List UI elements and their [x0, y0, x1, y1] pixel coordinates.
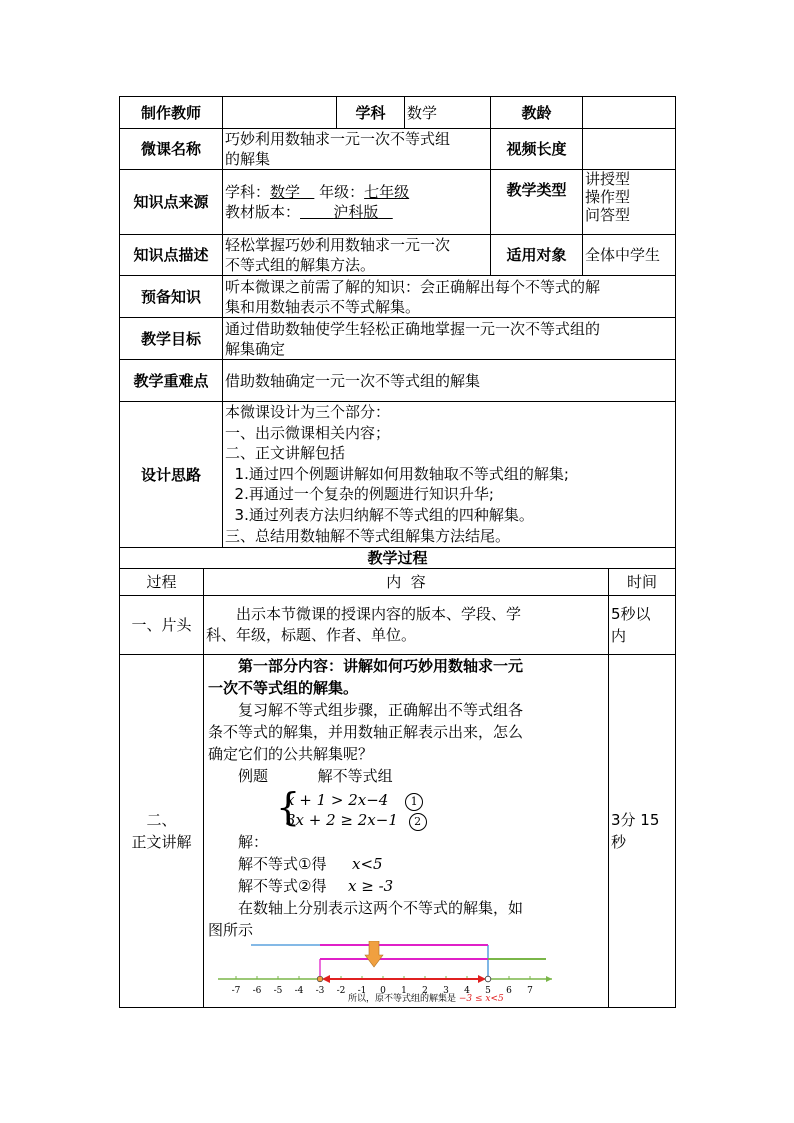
col-process-header: 过程 — [120, 569, 204, 596]
tick-label: -5 — [273, 986, 283, 993]
brace: { — [276, 785, 301, 829]
tick-label: 3 — [443, 986, 449, 993]
axis-arrowhead — [546, 976, 552, 982]
inequality-system — [276, 785, 604, 831]
conclusion-value: −3 ≤ x<5 — [458, 994, 504, 1004]
source-edition-prefix: 教材版本： — [225, 203, 301, 221]
lesson-name-label: 微课名称 — [120, 129, 223, 170]
process-title: 教学过程 — [120, 548, 676, 569]
teach-type-1: 讲授型 — [585, 170, 631, 188]
teach-type-value — [583, 170, 676, 235]
info-table — [119, 96, 676, 548]
desc-value: 轻松掌握巧妙利用数轴求一元一次 不等式组的解集方法。 — [223, 235, 491, 276]
tick-label: -4 — [294, 986, 304, 993]
prereq-value: 听本微课之前需了解的知识：会正确解出每个不等式的解 集和用数轴表示不等式解集。 — [223, 276, 676, 318]
subject-label: 学科 — [337, 97, 405, 129]
row2-time: 3分 15 秒 — [609, 655, 676, 1008]
teacher-value — [223, 97, 337, 129]
col-time-header: 时间 — [609, 569, 676, 596]
arrow-right-head — [478, 975, 486, 983]
audience-label: 适用对象 — [491, 235, 583, 276]
row2-heading-line1: 第一部分内容：讲解如何巧妙用数轴求一元 — [238, 657, 524, 675]
tick-label: -6 — [252, 986, 262, 993]
teach-type-label: 教学类型 — [491, 170, 583, 235]
example-label: 例题 — [238, 767, 269, 785]
tick-label: -1 — [357, 986, 367, 993]
subject-value: 数学 — [405, 97, 491, 129]
solution-2: 解不等式②得 x ≥ -3 — [238, 877, 394, 895]
tick-label: -7 — [231, 986, 241, 993]
row1-name: 一、片头 — [120, 596, 204, 655]
solution-1: 解不等式①得 x<5 — [238, 855, 383, 873]
inequality-2: 3x + 2 ≥ 2x−1 — [286, 811, 398, 829]
conclusion: 所以，原不等式组的解集是 −3 ≤ x<5 — [348, 994, 504, 1004]
teacher-label: 制作教师 — [120, 97, 223, 129]
teach-type-2: 操作型 — [585, 188, 631, 206]
arrow-left-head — [322, 975, 330, 983]
endpoint-minus3 — [317, 976, 323, 982]
col-content-header: 内 容 — [204, 569, 609, 596]
key-label: 教学重难点 — [120, 360, 223, 402]
source-subject: 数学 — [270, 183, 301, 201]
goal-label: 教学目标 — [120, 318, 223, 360]
audience-value: 全体中学生 — [583, 235, 676, 276]
teach-type-3: 问答型 — [585, 206, 631, 224]
prereq-label: 预备知识 — [120, 276, 223, 318]
tick-label: -2 — [336, 986, 346, 993]
lesson-name-line1: 巧妙利用数轴求一元一次不等式组 — [225, 130, 451, 148]
tick-label: 4 — [464, 986, 470, 993]
solution-2-value: x ≥ -3 — [348, 877, 394, 895]
row2-name: 二、 正文讲解 — [120, 655, 204, 1008]
tick-label: 1 — [401, 986, 407, 993]
video-length-label: 视频长度 — [491, 129, 583, 170]
design-value: 本微课设计为三个部分： 一、出示微课相关内容； 二、正文讲解包括 1.通过四个例题讲解如何用数轴取不等式组的解集; 2.再通过一个复杂的例题进行知识升华; 3.通过列表方法归纳解不等式组的四种解集。 三、总结用数轴解不等式组解集方法结尾。 — [223, 402, 676, 548]
source-value — [223, 170, 491, 235]
tag-1: 1 — [405, 793, 423, 811]
age-label: 教龄 — [491, 97, 583, 129]
tick-label: 5 — [485, 986, 491, 993]
solution-1-value: x<5 — [352, 855, 383, 873]
lesson-name-value — [223, 129, 491, 170]
example-task: 解不等式组 — [317, 767, 393, 785]
design-label: 设计思路 — [120, 402, 223, 548]
tick-label: 6 — [506, 986, 512, 993]
source-subject-prefix: 学科： — [225, 183, 271, 201]
row1-time: 5秒以 内 — [609, 596, 676, 655]
age-value — [583, 97, 676, 129]
number-line-diagram — [216, 941, 556, 993]
endpoint-5 — [485, 976, 491, 982]
key-value: 借助数轴确定一元一次不等式组的解集 — [223, 360, 676, 402]
inequality-1: x + 1 > 2x−4 — [286, 791, 389, 809]
source-grade: 七年级 — [364, 183, 410, 201]
tick-label: -3 — [315, 986, 325, 993]
example-line — [208, 765, 604, 787]
video-length-value — [583, 129, 676, 170]
row1-content: 出示本节微课的授课内容的版本、学段、学 科、年级，标题、作者、单位。 — [204, 596, 609, 655]
row2-heading-line2: 一次不等式组的解集。 — [208, 679, 359, 697]
tick-label: 0 — [380, 986, 386, 993]
lesson-name-line2: 的解集 — [225, 150, 271, 168]
source-edition: 沪科版 — [333, 203, 379, 221]
tag-2: 2 — [409, 813, 427, 831]
source-label: 知识点来源 — [120, 170, 223, 235]
row2-content: 第一部分内容：讲解如何巧妙用数轴求一元 一次不等式组的解集。 复习解不等式组步骤，正确解出不等式组各 条不等式的解集，并用数轴正解表示出来，怎么 确定它们的公共解集呢？ 例题 解不等式组 { x + 1 > 2x−4 1 3x + 2 ≥ 2x−1 2 解： 解不等式①得 x<5 解不等式②得 x ≥ -3 在数轴上分别表示这两个不等式的解集，如 图所示 -7 -6 -5 -4 -3 -2 -1 0 1 2 3 4 5 6 7 所以，原不等式组的解集是 −3 ≤ x<5 — [204, 655, 609, 1008]
tick-label: 7 — [527, 986, 533, 993]
source-grade-prefix: 年级： — [319, 183, 365, 201]
desc-label: 知识点描述 — [120, 235, 223, 276]
solve-label: 解： — [238, 833, 269, 851]
process-table — [119, 547, 676, 1008]
goal-value: 通过借助数轴使学生轻松正确地掌握一元一次不等式组的 解集确定 — [223, 318, 676, 360]
tick-label: 2 — [422, 986, 428, 993]
